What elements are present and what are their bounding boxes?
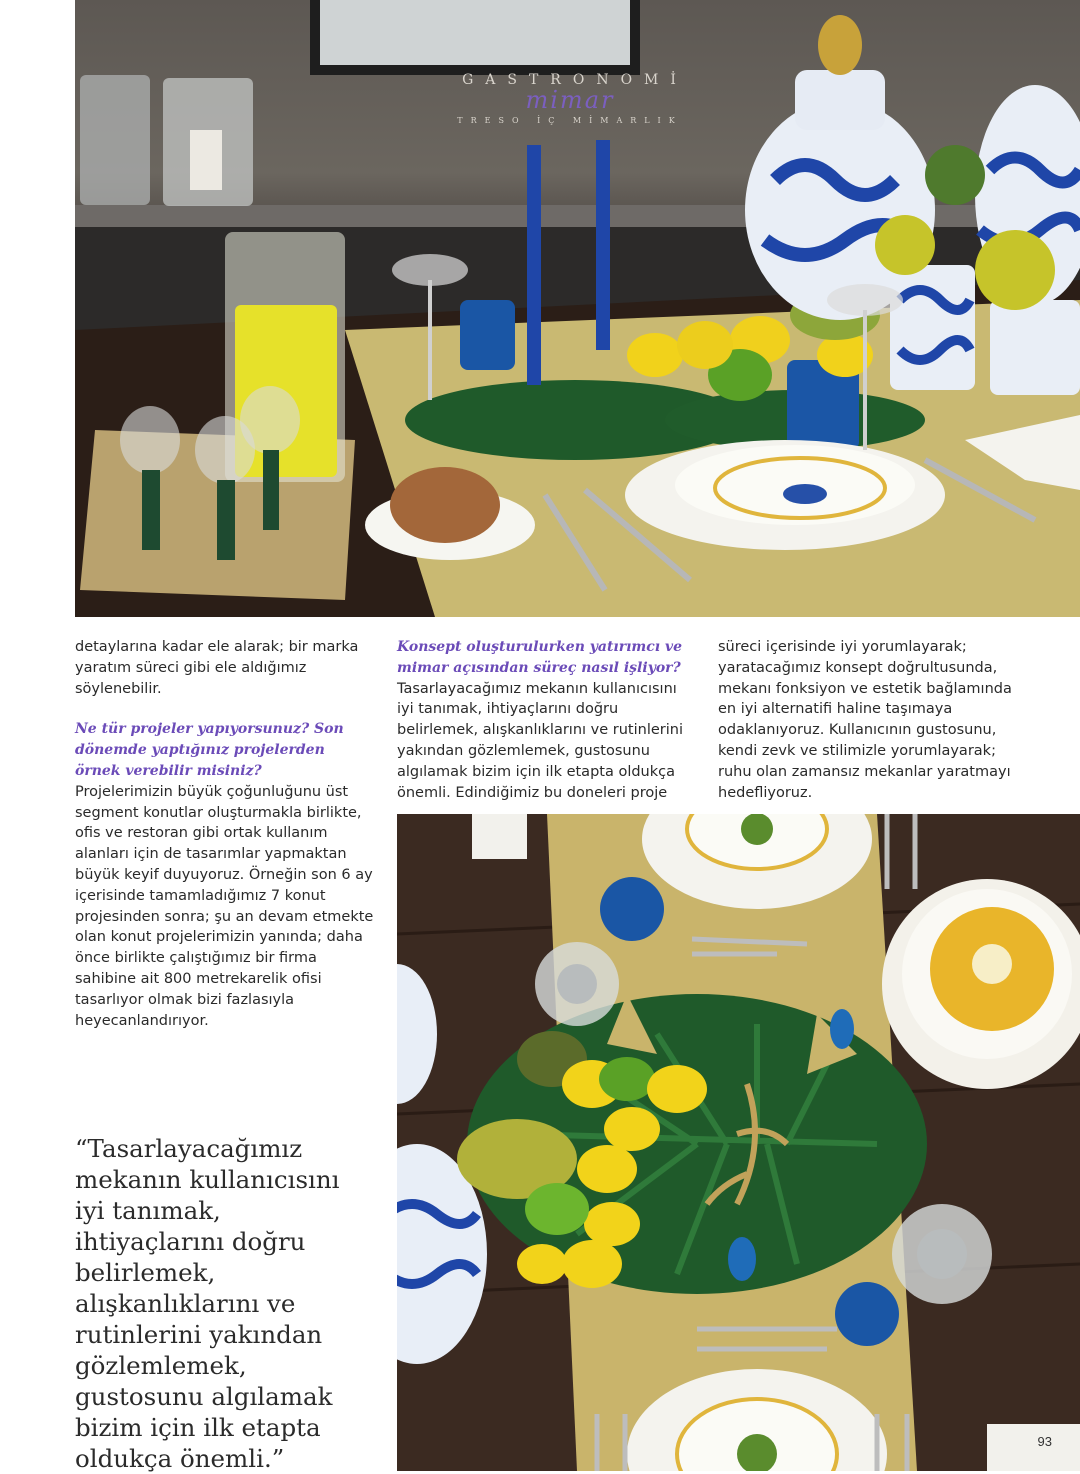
- bottom-overhead-table-photo: [397, 814, 1080, 1471]
- pull-quote: “Tasarlayacağımız mekanın kullanıcısını iyi tanımak, ihtiyaçlarını doğru belirlemek, alışkanlıklarını ve rutinlerini yakından gözlemlemek, gustosunu algılamak bizim için ilk etapta oldukça önemli.”: [75, 1134, 340, 1473]
- question-concept: Konsept oluşturulurken yatırımcı ve mimar açısından süreç nasıl işliyor?: [397, 639, 683, 676]
- company-name: TRESO İÇ MİMARLIK: [457, 116, 683, 125]
- intro-paragraph: detaylarına kadar ele alarak; bir marka yaratım süreci gibi ele aldığımız söylenebilir.: [75, 639, 359, 697]
- magazine-logo: mimar: [525, 86, 615, 114]
- top-table-setting-photo: [75, 0, 1080, 617]
- overhead-table-illustration: [397, 814, 1080, 1471]
- text-column-1: [75, 637, 375, 1031]
- text-column-2: [397, 637, 697, 803]
- text-column-3: [718, 637, 1018, 803]
- continued-paragraph: süreci içerisinde iyi yorumlayarak; yaratacağımız konsept doğrultusunda, mekanı fonksiyon ve estetik bağlamında en iyi alternatifi haline taşımaya odaklanıyoruz. Kullanıcının gustosunu, kendi zevk ve stilimizle yorumlayarak; ruhu olan zamansız mekanlar yaratmayı hedefliyoruz.: [718, 639, 1012, 801]
- page-number: 93: [1037, 1434, 1052, 1449]
- magazine-header: [420, 72, 720, 125]
- answer-projects: Projelerimizin büyük çoğunluğunu üst segment konutlar oluşturmakla birlikte, ofis ve restoran gibi ortak kullanım alanları için de tasarımlar yapmaktan büyük keyif duyuyoruz. Örneğin son 6 ay içerisinde tamamladığımız 7 konut projesinden sonra; şu an devam etmekte olan konut projelerimizin yanında; daha önce birlikte çalıştığımız bir firma sahibine ait 800 metrekarelik ofisi tasarlıyor olmak bizi fazlasıyla heyecanlandırıyor.: [75, 783, 374, 1029]
- section-label: GASTRONOMİ: [462, 72, 688, 88]
- question-projects: Ne tür projeler yapıyorsunuz? Son dönemde yaptığınız projelerden örnek verebilir misiniz?: [75, 721, 344, 779]
- answer-concept: Tasarlayacağımız mekanın kullanıcısını iyi tanımak, ihtiyaçlarını doğru belirlemek, alışkanlıklarını ve rutinlerini yakından gözlemlemek, gustosunu algılamak bizim için ilk etapta oldukça önemli. Edindiğimiz bu doneleri proje: [397, 680, 683, 801]
